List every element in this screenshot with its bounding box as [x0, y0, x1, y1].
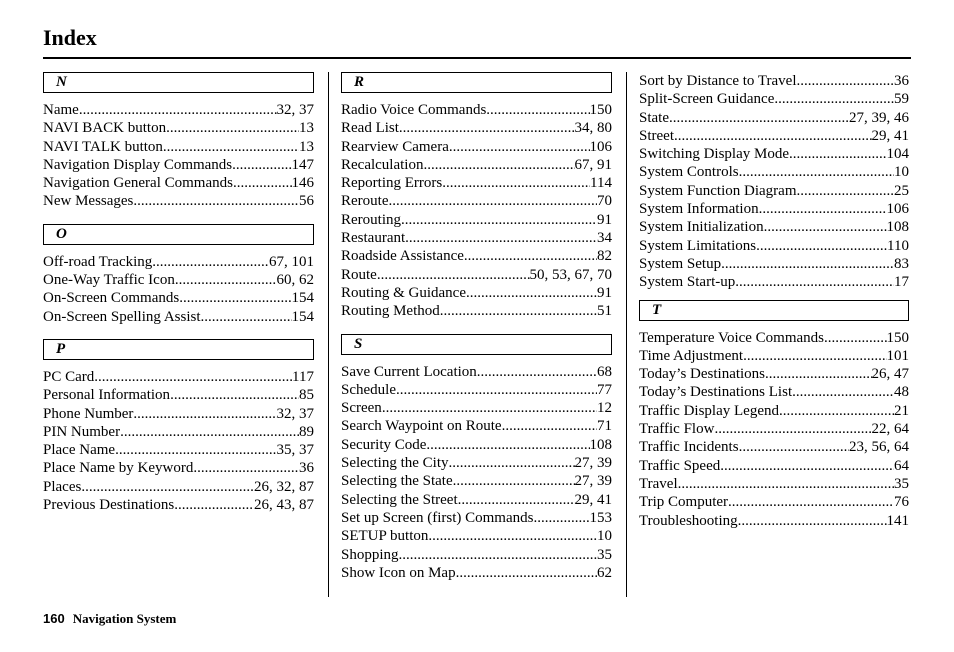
index-entry	[341, 138, 612, 156]
index-entry-term: Search Waypoint on Route	[341, 418, 502, 435]
index-entry	[341, 266, 612, 284]
index-entry-pages: 108	[589, 436, 612, 453]
index-entry-pages: 34, 80	[574, 120, 612, 137]
dot-leader	[133, 405, 276, 423]
index-entry-term: Reporting Errors	[341, 175, 443, 192]
dot-leader	[739, 163, 894, 181]
index-entry-term: Route	[341, 266, 377, 283]
index-entry	[43, 478, 314, 496]
dot-leader	[405, 229, 597, 247]
index-entry-pages: 60, 62	[276, 272, 314, 289]
index-entry	[639, 255, 909, 273]
index-entry-pages: 51	[597, 303, 612, 320]
index-entry-term: Off-road Tracking	[43, 253, 153, 270]
dot-leader	[428, 527, 597, 545]
index-entry-list	[639, 329, 909, 530]
dot-leader	[401, 211, 597, 229]
index-entry-list	[43, 368, 314, 514]
index-entry-pages: 25	[894, 182, 909, 199]
index-entry-term: Traffic Display Legend	[639, 402, 779, 419]
index-entry	[341, 363, 612, 381]
index-entry-pages: 91	[597, 284, 612, 301]
dot-leader	[426, 436, 589, 454]
index-entry-list	[341, 101, 612, 321]
index-entry	[43, 368, 314, 386]
index-entry-pages: 27, 39, 46	[849, 109, 909, 126]
index-entry-pages: 35	[894, 475, 909, 492]
dot-leader	[735, 273, 894, 291]
index-entry-term: State	[639, 109, 669, 126]
index-entry-pages: 26, 32, 87	[254, 478, 314, 495]
index-entry	[639, 127, 909, 145]
index-entry	[43, 119, 314, 137]
dot-leader	[789, 145, 887, 163]
section-letter-header: T	[639, 300, 909, 321]
index-entry	[341, 417, 612, 435]
column-divider	[626, 72, 627, 597]
index-entry	[341, 472, 612, 490]
dot-leader	[720, 457, 894, 475]
index-entry	[639, 383, 909, 401]
dot-leader	[458, 491, 575, 509]
dot-leader	[533, 509, 589, 527]
index-entry-pages: 110	[887, 237, 909, 254]
index-entry-pages: 21	[894, 402, 909, 419]
dot-leader	[502, 417, 597, 435]
index-entry	[639, 273, 909, 291]
dot-leader	[152, 253, 269, 271]
index-section	[341, 72, 612, 321]
index-entry	[43, 101, 314, 119]
index-entry	[341, 247, 612, 265]
index-entry-pages: 32, 37	[276, 405, 314, 422]
section-letter-header: O	[43, 224, 314, 245]
index-entry-pages: 13	[299, 120, 314, 137]
index-entry	[639, 109, 909, 127]
index-entry	[341, 174, 612, 192]
index-entry-term: Previous Destinations	[43, 497, 175, 514]
dot-leader	[721, 255, 894, 273]
page-number: 160	[43, 611, 65, 626]
footer-label: Navigation System	[72, 611, 177, 626]
index-entry-term: Traffic Incidents	[639, 439, 739, 456]
index-entry-term: System Limitations	[639, 237, 757, 254]
index-entry-term: Set up Screen (first) Commands	[341, 509, 534, 526]
index-entry-pages: 141	[886, 512, 909, 529]
index-entry-pages: 117	[292, 368, 314, 385]
index-entry	[341, 101, 612, 119]
index-entry-term: NAVI BACK button	[43, 120, 167, 137]
index-entry-pages: 23, 56, 64	[849, 439, 909, 456]
index-entry-term: Save Current Location	[341, 363, 477, 380]
index-entry-pages: 77	[597, 381, 612, 398]
dot-leader	[166, 119, 299, 137]
index-entry	[639, 493, 909, 511]
index-entry-term: Split-Screen Guidance	[639, 91, 775, 108]
index-section	[341, 334, 612, 583]
index-entry	[639, 347, 909, 365]
index-entry-pages: 106	[886, 201, 909, 218]
index-entry-pages: 56	[299, 193, 314, 210]
index-entry-term: Navigation Display Commands	[43, 156, 233, 173]
index-entry-pages: 150	[886, 329, 909, 346]
dot-leader	[377, 266, 530, 284]
index-entry-pages: 36	[894, 73, 909, 89]
dot-leader	[678, 475, 894, 493]
column-divider	[328, 72, 329, 597]
index-entry-term: Roadside Assistance	[341, 248, 464, 265]
dot-leader	[170, 386, 299, 404]
index-entry-term: Navigation General Commands	[43, 175, 233, 192]
index-entry	[43, 253, 314, 271]
index-entry-term: Places	[43, 478, 82, 495]
index-entry-pages: 12	[597, 400, 612, 417]
index-entry	[639, 365, 909, 383]
index-entry	[639, 237, 909, 255]
dot-leader	[232, 156, 291, 174]
index-entry-pages: 35	[597, 546, 612, 563]
index-section	[43, 224, 314, 326]
dot-leader	[81, 478, 254, 496]
index-entry-pages: 10	[597, 528, 612, 545]
index-entry-term: Screen	[341, 400, 382, 417]
index-entry	[43, 386, 314, 404]
index-column-1	[43, 72, 314, 527]
dot-leader	[94, 368, 292, 386]
index-entry	[43, 138, 314, 156]
index-entry	[341, 211, 612, 229]
index-entry	[639, 145, 909, 163]
index-entry-term: On-Screen Spelling Assist	[43, 308, 201, 325]
dot-leader	[382, 399, 597, 417]
dot-leader	[765, 365, 871, 383]
index-entry-term: Personal Information	[43, 387, 171, 404]
index-entry-pages: 29, 41	[871, 127, 909, 144]
page-footer	[43, 610, 176, 628]
section-letter-header: N	[43, 72, 314, 93]
index-entry	[43, 441, 314, 459]
dot-leader	[201, 308, 292, 326]
index-entry-term: Today’s Destinations List	[639, 384, 793, 401]
index-entry-term: Routing & Guidance	[341, 284, 466, 301]
index-section	[639, 72, 909, 292]
index-entry-term: Routing Method	[341, 303, 440, 320]
index-entry-pages: 150	[589, 102, 612, 118]
index-entry-term: Shopping	[341, 546, 399, 563]
dot-leader	[448, 454, 574, 472]
index-entry-pages: 67, 91	[574, 156, 612, 173]
index-entry-term: Rerouting	[341, 211, 401, 228]
dot-leader	[797, 182, 895, 200]
index-entry-pages: 85	[299, 387, 314, 404]
index-entry-term: PIN Number	[43, 423, 121, 440]
index-entry-term: System Controls	[639, 164, 739, 181]
index-entry-list	[43, 253, 314, 326]
index-entry-term: One-Way Traffic Icon	[43, 272, 175, 289]
dot-leader	[674, 127, 872, 145]
index-entry-pages: 59	[894, 91, 909, 108]
dot-leader	[399, 119, 575, 137]
index-entry	[639, 420, 909, 438]
index-entry	[341, 527, 612, 545]
index-entry	[43, 459, 314, 477]
index-entry-term: Restaurant	[341, 230, 406, 247]
index-entry-pages: 71	[597, 418, 612, 435]
index-entry-pages: 29, 41	[574, 491, 612, 508]
index-entry-term: Recalculation	[341, 156, 424, 173]
index-entry	[639, 402, 909, 420]
index-entry-term: On-Screen Commands	[43, 290, 180, 307]
index-entry-term: Rearview Camera	[341, 138, 449, 155]
index-entry-pages: 64	[894, 457, 909, 474]
dot-leader	[477, 363, 597, 381]
index-entry-pages: 76	[894, 494, 909, 511]
dot-leader	[779, 402, 894, 420]
index-entry-pages: 35, 37	[276, 442, 314, 459]
index-entry-term: Read List	[341, 120, 399, 137]
index-entry-pages: 154	[291, 290, 314, 307]
index-entry	[341, 229, 612, 247]
index-entry-pages: 13	[299, 138, 314, 155]
index-entry-pages: 70	[597, 193, 612, 210]
dot-leader	[115, 441, 276, 459]
index-entry-term: Sort by Distance to Travel	[639, 73, 797, 89]
index-entry-term: Switching Display Mode	[639, 146, 789, 163]
index-entry	[639, 329, 909, 347]
index-entry-term: Temperature Voice Commands	[639, 329, 825, 346]
index-entry-list	[341, 363, 612, 583]
index-entry	[43, 192, 314, 210]
index-section	[43, 339, 314, 514]
index-entry-pages: 27, 39	[574, 473, 612, 490]
index-entry-pages: 48	[894, 384, 909, 401]
index-entry-pages: 83	[894, 255, 909, 272]
dot-leader	[163, 138, 299, 156]
index-entry	[43, 308, 314, 326]
dot-leader	[756, 237, 887, 255]
index-entry-term: Today’s Destinations	[639, 366, 766, 383]
index-entry	[639, 72, 909, 90]
index-entry-pages: 114	[590, 175, 612, 192]
index-entry-term: Radio Voice Commands	[341, 102, 487, 118]
dot-leader	[396, 381, 597, 399]
index-entry-term: Street	[639, 127, 674, 144]
index-entry-term: Time Adjustment	[639, 347, 744, 364]
dot-leader	[449, 138, 590, 156]
index-entry-pages: 154	[291, 308, 314, 325]
index-entry-term: PC Card	[43, 368, 95, 385]
index-entry-term: Security Code	[341, 436, 427, 453]
dot-leader	[824, 329, 886, 347]
dot-leader	[442, 174, 590, 192]
index-entry-term: Show Icon on Map	[341, 564, 456, 581]
index-entry-term: System Function Diagram	[639, 182, 797, 199]
index-entry-pages: 101	[886, 347, 909, 364]
index-entry-term: Name	[43, 102, 79, 118]
dot-leader	[797, 72, 895, 90]
index-entry-term: Selecting the Street	[341, 491, 458, 508]
index-entry	[341, 491, 612, 509]
index-entry-term: SETUP button	[341, 528, 429, 545]
dot-leader	[174, 496, 254, 514]
index-entry-pages: 62	[597, 564, 612, 581]
dot-leader	[440, 302, 597, 320]
index-entry-term: Traffic Flow	[639, 421, 715, 438]
dot-leader	[175, 271, 277, 289]
dot-leader	[466, 284, 597, 302]
index-entry-pages: 91	[597, 211, 612, 228]
dot-leader	[423, 156, 574, 174]
index-entry	[639, 200, 909, 218]
dot-leader	[453, 472, 575, 490]
index-entry	[639, 182, 909, 200]
index-entry	[43, 405, 314, 423]
section-letter-header: R	[341, 72, 612, 93]
index-entry	[341, 564, 612, 582]
index-entry	[341, 156, 612, 174]
index-entry-pages: 68	[597, 363, 612, 380]
index-entry-list	[43, 101, 314, 211]
dot-leader	[133, 192, 299, 210]
dot-leader	[464, 247, 597, 265]
index-entry	[43, 174, 314, 192]
dot-leader	[456, 564, 597, 582]
index-entry-pages: 36	[299, 460, 314, 477]
index-section	[43, 72, 314, 211]
index-entry	[639, 163, 909, 181]
dot-leader	[738, 512, 887, 530]
index-column-2	[341, 72, 612, 595]
dot-leader	[669, 109, 849, 127]
index-entry	[639, 218, 909, 236]
index-entry-pages: 17	[894, 274, 909, 291]
index-entry	[639, 457, 909, 475]
section-letter-header: S	[341, 334, 612, 355]
index-entry-term: Selecting the State	[341, 473, 453, 490]
dot-leader	[233, 174, 292, 192]
dot-leader	[388, 192, 597, 210]
index-entry-term: System Setup	[639, 255, 722, 272]
dot-leader	[774, 90, 894, 108]
index-entry-pages: 26, 47	[871, 366, 909, 383]
index-entry-term: Reroute	[341, 193, 389, 210]
dot-leader	[743, 347, 886, 365]
index-entry-pages: 82	[597, 248, 612, 265]
index-entry-term: System Initialization	[639, 219, 764, 236]
index-entry	[341, 399, 612, 417]
dot-leader	[714, 420, 871, 438]
index-entry-term: System Information	[639, 201, 759, 218]
index-entry	[639, 438, 909, 456]
index-entry-pages: 89	[299, 423, 314, 440]
dot-leader	[486, 101, 589, 119]
dot-leader	[120, 423, 299, 441]
index-entry	[639, 90, 909, 108]
dot-leader	[739, 438, 849, 456]
index-entry	[341, 381, 612, 399]
index-entry-pages: 26, 43, 87	[254, 497, 314, 514]
dot-leader	[792, 383, 894, 401]
index-entry-term: Trip Computer	[639, 494, 729, 511]
index-entry	[43, 156, 314, 174]
index-entry-pages: 108	[886, 219, 909, 236]
index-section	[639, 300, 909, 530]
index-entry	[43, 496, 314, 514]
dot-leader	[79, 101, 277, 119]
index-entry-pages: 146	[291, 175, 314, 192]
index-entry-term: New Messages	[43, 193, 134, 210]
index-entry-term: Schedule	[341, 381, 396, 398]
dot-leader	[193, 459, 299, 477]
index-entry	[341, 509, 612, 527]
index-entry	[341, 302, 612, 320]
index-entry-term: Selecting the City	[341, 455, 449, 472]
index-entry-term: Traffic Speed	[639, 457, 721, 474]
index-entry-pages: 67, 101	[269, 253, 314, 270]
index-entry	[341, 284, 612, 302]
index-entry	[341, 192, 612, 210]
index-entry-term: NAVI TALK button	[43, 138, 163, 155]
index-entry	[341, 546, 612, 564]
index-entry-pages: 32, 37	[276, 102, 314, 118]
index-entry	[341, 119, 612, 137]
index-entry	[43, 289, 314, 307]
dot-leader	[728, 493, 894, 511]
index-entry-term: Travel	[639, 475, 678, 492]
index-entry-pages: 104	[886, 146, 909, 163]
index-entry-list	[639, 72, 909, 292]
index-entry-pages: 27, 39	[574, 455, 612, 472]
index-entry-pages: 153	[589, 509, 612, 526]
title-rule	[43, 57, 911, 59]
index-entry-pages: 147	[291, 156, 314, 173]
page-title: Index	[43, 25, 97, 50]
index-entry-term: Place Name	[43, 442, 116, 459]
index-entry	[341, 436, 612, 454]
index-entry	[341, 454, 612, 472]
index-entry	[639, 475, 909, 493]
index-entry-term: Place Name by Keyword	[43, 460, 194, 477]
index-entry-pages: 22, 64	[871, 421, 909, 438]
dot-leader	[759, 200, 887, 218]
index-entry-pages: 50, 53, 67, 70	[529, 266, 612, 283]
section-letter-header: P	[43, 339, 314, 360]
index-entry	[43, 423, 314, 441]
index-entry-pages: 34	[597, 230, 612, 247]
dot-leader	[764, 218, 887, 236]
index-entry-term: Phone Number	[43, 405, 134, 422]
index-entry-pages: 106	[589, 138, 612, 155]
dot-leader	[179, 289, 291, 307]
dot-leader	[399, 546, 597, 564]
index-entry	[639, 512, 909, 530]
index-entry-term: System Start-up	[639, 274, 736, 291]
index-column-3	[639, 72, 909, 543]
index-entry-term: Troubleshooting	[639, 512, 738, 529]
index-entry	[43, 271, 314, 289]
index-entry-pages: 10	[894, 164, 909, 181]
